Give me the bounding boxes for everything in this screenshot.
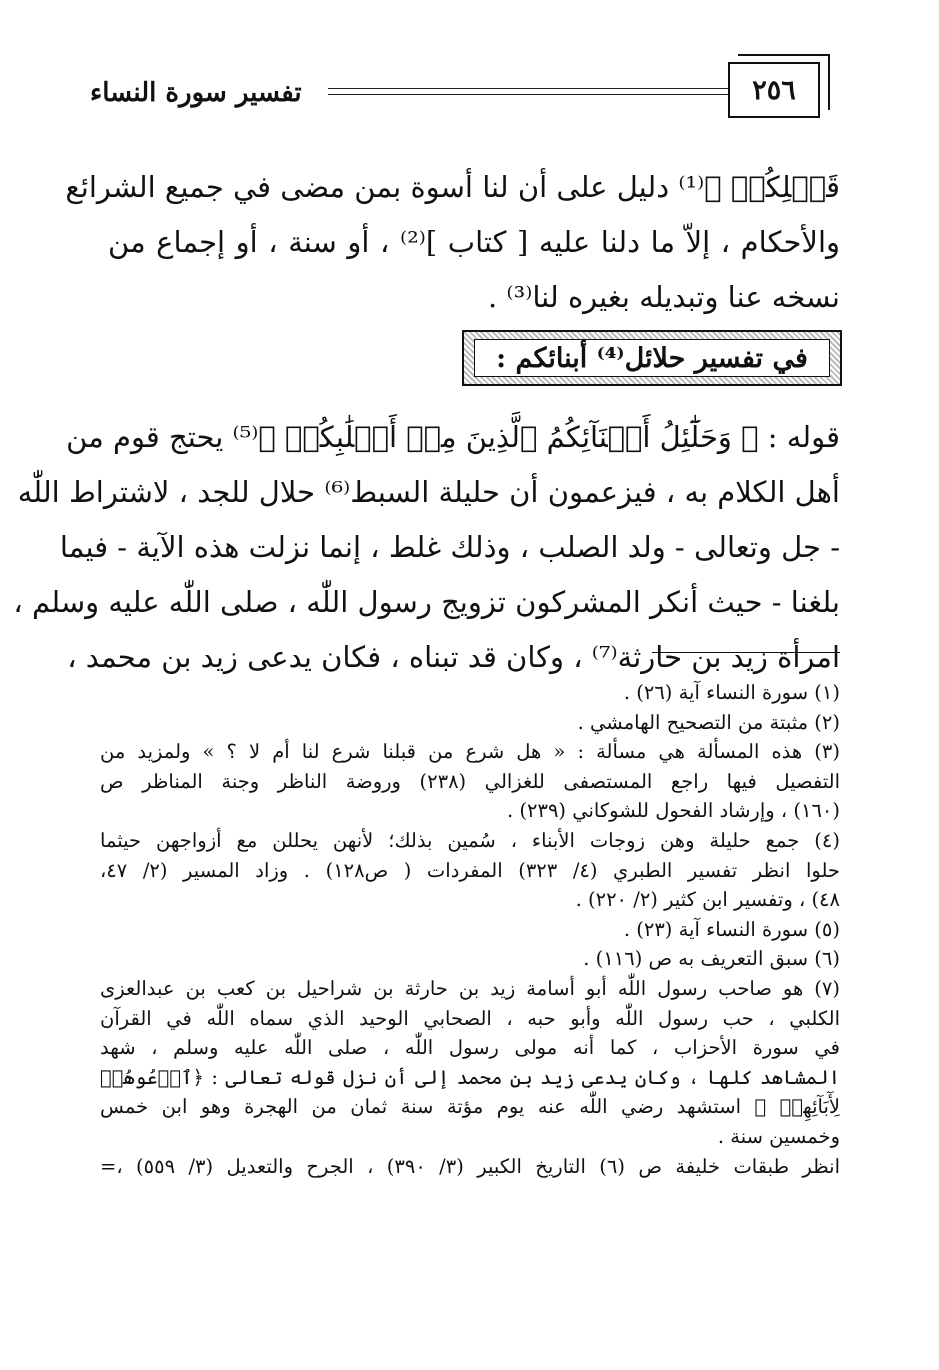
- footnote-separator: [652, 652, 840, 653]
- body-line: والأحكام ، إلاّ ما دلنا عليه [ كتاب ]⁽²⁾ ، أو سنة ، أو إجماع من: [108, 225, 841, 259]
- running-title: تفسير سورة النساء: [90, 78, 302, 108]
- footnote-line: (٢) مثبتة من التصحيح الهامشي .: [577, 710, 840, 734]
- footnote-line: (١) سورة النساء آية (٢٦) .: [623, 681, 840, 704]
- body-paragraph-top: [65, 160, 841, 325]
- footnote-line: (٤) جمع حليلة وهن زوجات الأبناء ، سُمين بذلك؛ لأنهن يحللن مع أزواجهن حيثما: [100, 828, 840, 852]
- header-rule: [328, 88, 728, 95]
- footnote-line: الكلبي ، حب رسول اللّٰه وأبو حبه ، الصحابي الوحيد الذي سماه اللّٰه في القرآن: [100, 1006, 840, 1030]
- section-heading: في تفسير حلائل⁽⁴⁾ أبنائكم :: [474, 339, 830, 377]
- footnotes: [100, 678, 840, 1181]
- body-line: قَبۡلِكُمۡ ﴾⁽¹⁾ دليل على أن لنا أسوة بمن مضى في جميع الشرائع: [65, 170, 840, 204]
- footnote-line: ٤٨) ، وتفسير ابن كثير (٢/ ٢٢٠) .: [575, 888, 840, 912]
- footnote-line: انظر طبقات خليفة ص (٦) التاريخ الكبير (٣/ ٣٩٠) ، الجرح والتعديل (٣/ ٥٥٩) ،=: [100, 1154, 840, 1178]
- body-line: امرأة زيد بن حارثة⁽⁷⁾ ، وكان قد تبناه ، فكان يدعى زيد بن محمد ،: [67, 640, 840, 674]
- footnote-line: وخمسين سنة .: [717, 1124, 840, 1148]
- footnote-line: (٥) سورة النساء آية (٢٣) .: [623, 917, 840, 941]
- footnote-line: حلوا انظر تفسير الطبري (٤/ ٣٢٣) المفردات ( ص١٢٨) . وزاد المسير (٢/ ٤٧،: [100, 858, 840, 882]
- body-line: أهل الكلام به ، فيزعمون أن حليلة السبط⁽⁶⁾ حلال للجد ، لاشتراط اللّٰه: [17, 475, 840, 509]
- page-number: ٢٥٦: [752, 75, 796, 106]
- footnote-line: التفصيل فيها راجع المستصفى للغزالي (٢٣٨) وروضة الناظر وجنة المناظر ص: [100, 769, 840, 793]
- footnote-line: المشاهد كلها ، وكان يدعى زيد بن محمد إلى أن نزل قوله تعالى : ﴿ٱدۡعُوهُمۡ: [100, 1065, 840, 1089]
- body-line: نسخه عنا وتبديله بغيره لنا⁽³⁾ .: [488, 280, 840, 314]
- body-paragraph-bottom: [13, 410, 840, 685]
- body-line: بلغنا - حيث أنكر المشركون تزويج رسول اللّٰه ، صلى اللّٰه عليه وسلم ،: [13, 585, 840, 619]
- section-heading-frame: [462, 330, 842, 386]
- footnote-line: (٣) هذه المسألة هي مسألة : « هل شرع من قبلنا شرع لنا أم لا ؟ » ولمزيد من: [100, 740, 840, 764]
- body-line: - جل وتعالى - ولد الصلب ، وذلك غلط ، إنما نزلت هذه الآية - فيما: [59, 530, 840, 564]
- footnote-line: لِأٓبَآئِهِمۡ ﴾ استشهد رضي اللّٰه عنه يوم مؤتة سنة ثمان من الهجرة وهو ابن خمس: [100, 1095, 840, 1119]
- footnote-line: (٧) هو صاحب رسول اللّٰه أبو أسامة زيد بن حارثة بن شراحيل بن كعب بن عبدالعزى: [100, 976, 840, 1000]
- body-line: قوله : ﴿ وَحَلَٰٓئِلُ أَبۡنَآئِكُمُ ٱلَّذِينَ مِنۡ أَصۡلَٰبِكُمۡ ﴾⁽⁵⁾ يحتج قوم من: [66, 420, 840, 454]
- footnote-line: في سورة الأحزاب ، كما أنه مولى رسول اللّٰه ، صلى اللّٰه عليه وسلم ، شهد: [100, 1036, 840, 1060]
- page-number-box: [728, 62, 820, 118]
- footnote-line: (١٦٠) ، وإرشاد الفحول للشوكاني (٢٣٩) .: [506, 799, 840, 823]
- footnote-line: (٦) سبق التعريف به ص (١١٦) .: [583, 947, 840, 971]
